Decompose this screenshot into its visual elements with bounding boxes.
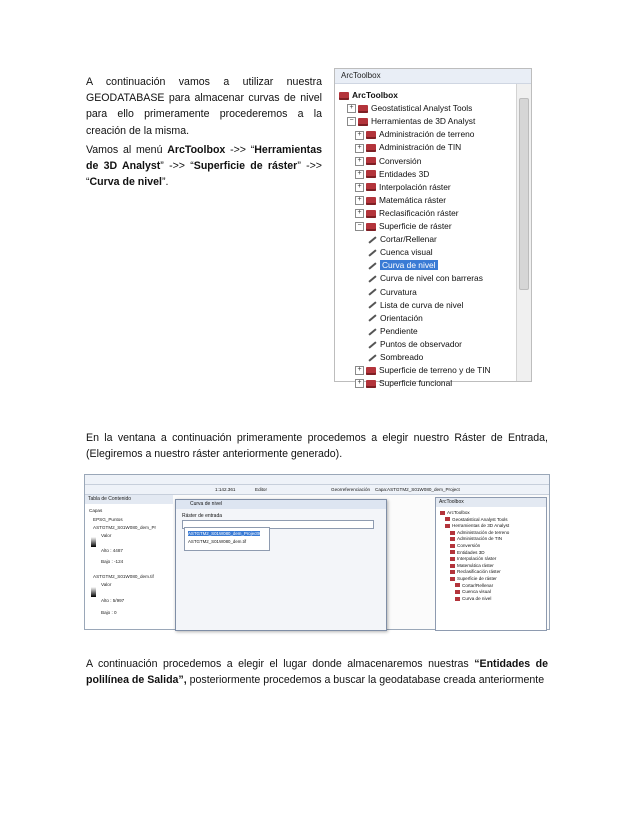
- hammer-icon: [367, 301, 377, 309]
- tree-label: Administración de TIN: [379, 142, 462, 153]
- tree-label: Superficie funcional: [379, 378, 453, 389]
- scale-field[interactable]: 1:142.361: [215, 487, 236, 492]
- toolbox-icon: [366, 183, 376, 191]
- toolbox-icon: [366, 170, 376, 178]
- toc-item[interactable]: Alto : 4487: [101, 548, 123, 553]
- menu-sep-1: ->> “: [225, 144, 255, 156]
- layer-select[interactable]: ASTGTM2_S01W080_dem_Project: [387, 487, 460, 492]
- toolbox-panel-item[interactable]: [445, 523, 509, 528]
- intro-paragraph: [86, 74, 322, 139]
- menu-arctoolbox: ArcToolbox: [167, 144, 226, 156]
- menu-path-paragraph: [86, 142, 322, 191]
- toc-item[interactable]: Bajo : 0: [101, 610, 117, 615]
- tree-label: Curvatura: [380, 286, 417, 297]
- toolbox-icon: [450, 544, 455, 548]
- tool-item[interactable]: [367, 299, 463, 312]
- toolbox-panel-label: Conversión: [457, 543, 481, 548]
- tree-label: Administración de terreno: [379, 129, 475, 140]
- input-raster-text: En la ventana a continuación primeramente procedemos a elegir nuestro Ráster de Entrada, (Elegiremos a nuestro ráster anteriormente generado).: [86, 432, 548, 461]
- toolbox-icon: [366, 157, 376, 165]
- tree-label: Orientación: [380, 312, 423, 323]
- toolbox-item[interactable]: [355, 207, 459, 220]
- toolbox-icon: [366, 197, 376, 205]
- toolbox-icon: [450, 564, 455, 568]
- toc-title: Tabla de Contenido: [85, 495, 173, 504]
- toolbox-item[interactable]: [355, 168, 429, 181]
- menu-3d-analyst: Herramientas de 3D Analyst: [86, 144, 322, 173]
- toolbox-item[interactable]: [347, 102, 472, 115]
- toolbox-panel-item[interactable]: [450, 543, 480, 548]
- tree-label: Pendiente: [380, 325, 418, 336]
- tree-label: Geostatistical Analyst Tools: [371, 103, 473, 114]
- toc-item[interactable]: Alto : 5/997: [101, 598, 125, 603]
- expand-icon[interactable]: +: [355, 131, 364, 140]
- toolbox-panel-label: Superficie de ráster: [457, 576, 497, 581]
- toolbox-panel-item[interactable]: [450, 550, 485, 555]
- toolbox-item[interactable]: [355, 128, 474, 141]
- tree-label: Puntos de observador: [380, 338, 462, 349]
- expand-icon[interactable]: +: [355, 379, 364, 388]
- collapse-icon[interactable]: −: [347, 117, 356, 126]
- dropdown-option[interactable]: ASTGTM2_S01W080_dem_Project9: [188, 531, 260, 536]
- toolbox-panel-item[interactable]: [440, 510, 470, 515]
- toolbox-panel-title: ArcToolbox: [436, 498, 546, 507]
- toolbox-panel-label: Matemática ráster: [457, 562, 494, 568]
- tree-label: Entidades 3D: [379, 168, 430, 179]
- hammer-icon: [367, 328, 377, 336]
- toolbox-icon: [366, 367, 376, 375]
- toc-item[interactable]: EPSG_Puntos: [93, 517, 123, 522]
- hammer-icon: [455, 583, 460, 587]
- toolbox-panel-label: Administración de TIN: [457, 536, 503, 542]
- tool-item[interactable]: [367, 233, 437, 246]
- expand-icon[interactable]: +: [347, 104, 356, 113]
- table-of-contents: [85, 495, 174, 629]
- editor-menu[interactable]: Editor: [255, 487, 268, 492]
- toc-item[interactable]: Valor: [101, 533, 112, 538]
- toolbox-panel-label: Geostatistical Analyst Tools: [452, 516, 508, 522]
- hammer-icon: [367, 288, 377, 296]
- input-raster-paragraph: [86, 430, 548, 462]
- tool-item[interactable]: [367, 246, 433, 259]
- hammer-icon: [367, 249, 377, 257]
- tool-item[interactable]: [367, 312, 423, 325]
- toolbox-icon: [358, 105, 368, 113]
- toolbox-panel-label: Curva de nivel: [462, 595, 492, 601]
- menu-bar: [85, 475, 549, 485]
- curva-nivel-dialog: [175, 499, 387, 631]
- hammer-icon: [367, 275, 377, 283]
- toolbox-item[interactable]: [355, 181, 451, 194]
- hammer-icon: [455, 597, 460, 601]
- toolbox-item[interactable]: [355, 194, 446, 207]
- toolbox-icon: [450, 570, 455, 574]
- toolbox-panel-label: Cortar/Rellenar: [462, 582, 494, 588]
- hammer-icon: [367, 262, 377, 270]
- toc-item[interactable]: ASTGTM2_S01W080_dem.tif: [93, 574, 154, 579]
- toolbox-icon: [450, 557, 455, 561]
- toolbox-item[interactable]: [347, 115, 475, 128]
- toolbox-icon: [450, 537, 455, 541]
- toolbox-icon: [450, 550, 455, 554]
- menu-curva-nivel: Curva de nivel: [89, 176, 162, 189]
- toolbox-panel-item[interactable]: [450, 556, 496, 561]
- tree-label: Interpolación ráster: [379, 181, 451, 192]
- tree-label: Reclasificación ráster: [379, 207, 459, 218]
- output-paragraph: [86, 656, 548, 688]
- input-raster-dropdown[interactable]: [184, 527, 270, 551]
- toolbox-icon: [366, 223, 376, 231]
- output-text: A continuación procedemos a elegir el lugar donde almacenaremos nuestras: [86, 658, 475, 670]
- toolbox-panel-item[interactable]: [455, 596, 491, 601]
- toolbox-panel-label: Cuenca visual: [462, 589, 491, 595]
- toolbox-icon: [358, 118, 368, 126]
- expand-icon[interactable]: +: [355, 209, 364, 218]
- toolbox-icon: [440, 511, 445, 515]
- hammer-icon: [367, 314, 377, 322]
- toolbox-panel-item[interactable]: [450, 569, 501, 574]
- arctoolbox-window: [334, 68, 532, 389]
- hammer-icon: [367, 236, 377, 244]
- hammer-icon: [455, 590, 460, 594]
- tree-label: ArcToolbox: [352, 90, 398, 100]
- scrollbar-thumb[interactable]: [519, 98, 529, 290]
- menu-sep-3: ” ->> “: [86, 160, 322, 189]
- toolbox-item[interactable]: [355, 364, 491, 377]
- georef-toolbar-label[interactable]: Georreferenciación: [331, 487, 371, 492]
- toc-item[interactable]: Capas: [89, 508, 103, 513]
- output-bold: “Entidades de polilínea de Salida”,: [86, 658, 548, 687]
- toolbox-icon: [445, 517, 450, 521]
- menu-superficie-raster: Superficie de ráster: [193, 160, 298, 173]
- tree-label: Superficie de ráster: [379, 221, 452, 231]
- toc-item[interactable]: ASTGTM2_S01W080_dem_Pr: [93, 525, 157, 530]
- toolbox-item[interactable]: [355, 155, 421, 168]
- toolbox-panel-item[interactable]: [455, 583, 493, 588]
- expand-icon[interactable]: +: [355, 183, 364, 192]
- toolbox-panel-label: Herramientas de 3D Analyst: [452, 523, 510, 529]
- toolbox-icon: [450, 531, 455, 535]
- toc-item[interactable]: Bajo : -124: [101, 559, 124, 564]
- arcmap-screenshot: [84, 474, 550, 630]
- toolbox-item[interactable]: [355, 377, 452, 390]
- input-raster-label: Ráster de entrada: [182, 513, 223, 519]
- toolbox-icon: [445, 524, 450, 528]
- toolbox-item[interactable]: [355, 220, 452, 233]
- hammer-icon: [367, 341, 377, 349]
- tool-item[interactable]: [367, 259, 438, 272]
- toolbox-panel-label: Entidades 3D: [457, 549, 485, 555]
- tool-item[interactable]: [367, 272, 483, 285]
- tree-label: Cuenca visual: [380, 247, 433, 258]
- toolbox-item[interactable]: [355, 141, 461, 154]
- menu-sep-2: ” ->> “: [160, 160, 194, 173]
- toolbox-panel-item[interactable]: [450, 563, 494, 568]
- toolbox-icon: [339, 92, 349, 100]
- tree-label: Curva de nivel con barreras: [380, 273, 483, 284]
- toolbox-icon: [366, 210, 376, 218]
- output-text-end: posteriormente procedemos a buscar la geodatabase creada anteriormente: [186, 674, 545, 687]
- dialog-title: Curva de nivel: [176, 500, 386, 509]
- arctoolbox-titlebar: ArcToolbox: [335, 69, 531, 84]
- tree-label: Herramientas de 3D Analyst: [371, 116, 476, 127]
- toolbox-panel-label: ArcToolbox: [447, 510, 470, 515]
- arctoolbox-scrollbar[interactable]: [516, 84, 531, 381]
- tree-label: Lista de curva de nivel: [380, 299, 464, 310]
- tree-label: Superficie de terreno y de TIN: [379, 365, 491, 376]
- arctoolbox-panel: [435, 497, 547, 631]
- tool-item[interactable]: [367, 325, 418, 338]
- expand-icon[interactable]: +: [355, 366, 364, 375]
- expand-icon[interactable]: +: [355, 196, 364, 205]
- toolbox-panel-label: Reclasificación ráster: [457, 569, 501, 575]
- collapse-icon[interactable]: −: [355, 222, 364, 231]
- toolbox-icon: [366, 131, 376, 139]
- toolbox-panel-item[interactable]: [455, 589, 491, 594]
- toolbox-panel-label: Administración de terreno: [457, 529, 510, 535]
- toolbox-icon: [366, 380, 376, 388]
- toolbox-item[interactable]: [339, 89, 398, 102]
- menu-path-text: Vamos al menú: [86, 144, 168, 156]
- tree-label: Matemática ráster: [379, 194, 447, 205]
- toolbox-panel-item[interactable]: [445, 517, 508, 522]
- tree-label: Curva de nivel: [382, 260, 436, 271]
- toc-item[interactable]: Valor: [101, 582, 112, 587]
- raster-ramp-2: [91, 587, 96, 597]
- toolbox-panel-label: Interpolación ráster: [457, 556, 497, 562]
- toolbar: [85, 485, 549, 495]
- layer-label: Capa:: [375, 487, 388, 492]
- toolbox-icon: [450, 577, 455, 581]
- tool-item[interactable]: [367, 286, 417, 299]
- dropdown-option[interactable]: ASTGTM2_S01W080_dem.tif: [188, 539, 247, 544]
- intro-text: A continuación vamos a utilizar nuestra GEODATABASE para almacenar curvas de nivel para ello primeramente procederemos a la creación de la misma.: [86, 76, 322, 137]
- toolbox-icon: [366, 144, 376, 152]
- tool-item[interactable]: [367, 351, 423, 364]
- toolbox-panel-item[interactable]: [450, 576, 497, 581]
- expand-icon[interactable]: +: [355, 170, 364, 179]
- raster-ramp-1: [91, 537, 96, 547]
- expand-icon[interactable]: +: [355, 144, 364, 153]
- menu-end: ”.: [161, 176, 169, 189]
- tool-item[interactable]: [367, 338, 462, 351]
- toolbox-panel-item[interactable]: [450, 536, 502, 541]
- tree-label: Sombreado: [380, 352, 424, 362]
- tree-label: Cortar/Rellenar: [380, 234, 437, 245]
- arctoolbox-tree: [339, 89, 515, 389]
- hammer-icon: [367, 354, 377, 362]
- expand-icon[interactable]: +: [355, 157, 364, 166]
- tree-label: Conversión: [379, 155, 422, 166]
- toolbox-panel-item[interactable]: [450, 530, 509, 535]
